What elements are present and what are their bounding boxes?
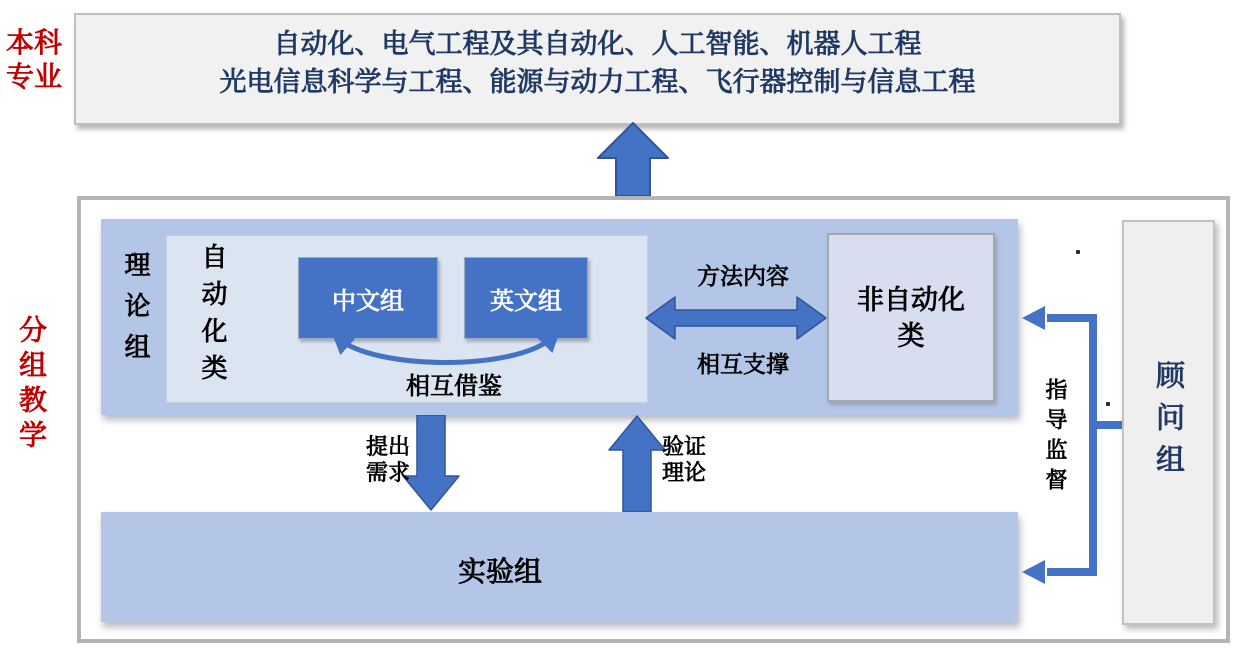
propose-needs-label: [360, 434, 416, 486]
advisor-group-label: 顾问组: [1152, 359, 1184, 486]
experiment-group-label: 实验组: [457, 556, 542, 587]
guide-supervise-label: 指导监督: [1043, 378, 1068, 498]
non-automation-class-label-line1: 非自动化: [857, 284, 965, 315]
bracket-arrowhead-top: [1022, 306, 1045, 330]
non-automation-class-box: [827, 233, 995, 402]
group-teaching-label: 分组教学: [16, 315, 47, 455]
guide-supervise-bracket-arrow: [1015, 300, 1127, 590]
verify-theory-label: [654, 434, 714, 486]
method-content-label: 方法内容: [697, 263, 789, 289]
english-group-label: 英文组: [490, 287, 562, 315]
theory-group-label: 理论组: [121, 251, 151, 374]
undergrad-majors-label-line2: 专业: [6, 61, 63, 92]
majors-box: [74, 13, 1121, 125]
stray-dot-middle: [1106, 402, 1110, 406]
propose-needs-label-line1: 提出: [365, 434, 410, 459]
method-content-double-arrow: [645, 296, 827, 340]
verify-theory-label-line2: 理论: [661, 460, 706, 485]
majors-line-2: 光电信息科学与工程、能源与动力工程、飞行器控制与信息工程: [219, 67, 976, 97]
undergrad-majors-label: [6, 26, 62, 94]
non-automation-class-label-line2: 类: [897, 320, 925, 351]
automation-class-label: 自动化类: [198, 243, 228, 391]
mutual-reference-label: 相互借鉴: [406, 373, 502, 400]
undergrad-majors-label-line1: 本科: [6, 27, 63, 58]
advisor-group-box: [1122, 220, 1215, 625]
chinese-group-box: [298, 257, 438, 339]
bracket-arrowhead-bottom: [1022, 560, 1045, 584]
chinese-group-label: 中文组: [332, 287, 404, 315]
up-block-arrow: [597, 122, 669, 197]
majors-line-1: 自动化、电气工程及其自动化、人工智能、机器人工程: [273, 29, 922, 59]
mutual-support-label: 相互支撑: [697, 351, 789, 377]
english-group-box: [464, 257, 588, 339]
propose-needs-label-line2: 需求: [365, 460, 410, 485]
stray-dot-top: [1076, 250, 1080, 254]
verify-theory-label-line1: 验证: [661, 434, 706, 459]
